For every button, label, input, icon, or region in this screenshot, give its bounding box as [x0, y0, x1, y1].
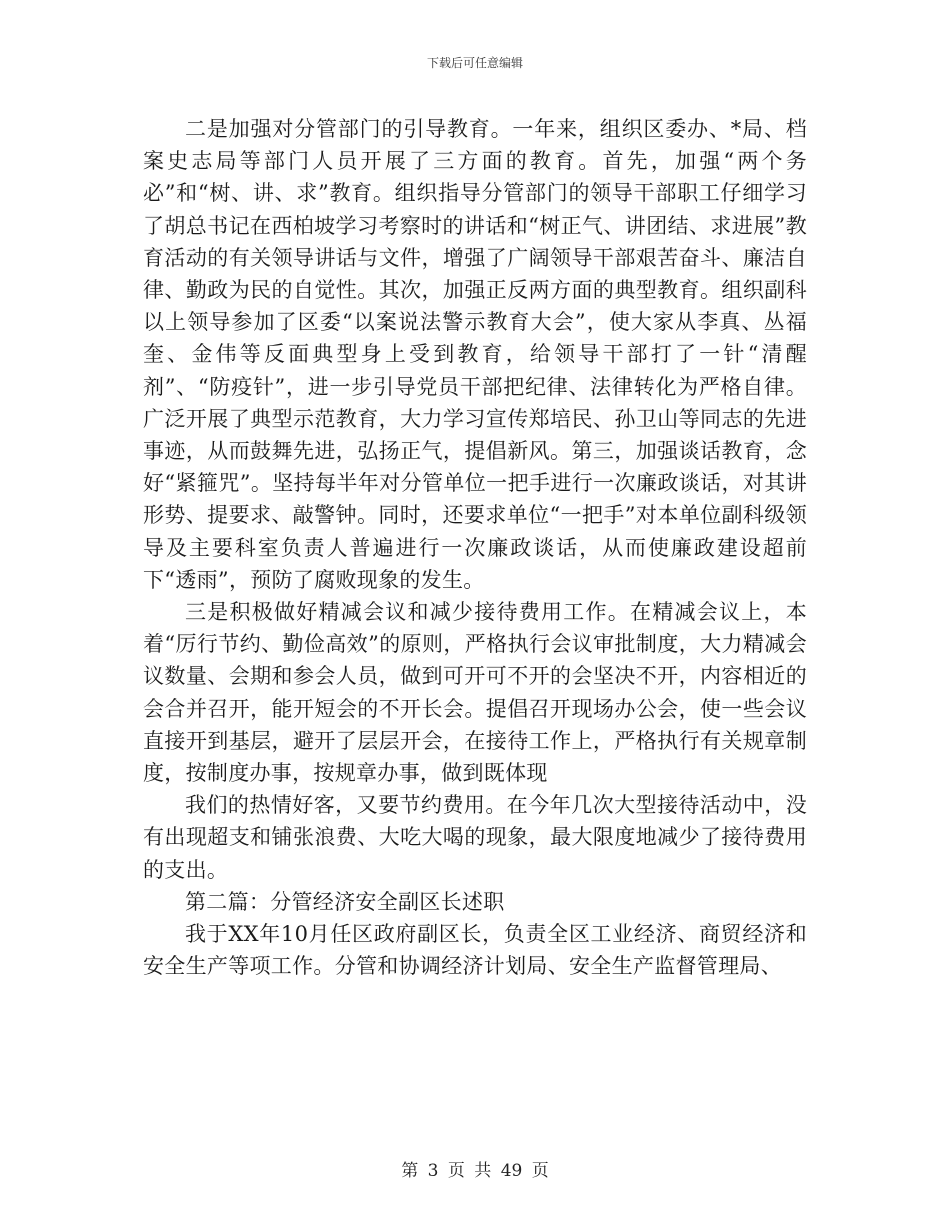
page-number-footer: 第 3 页 共 49 页: [401, 1161, 549, 1181]
page-header-note: 下载后可任意编辑: [426, 56, 523, 70]
paragraph-education: 二是加强对分管部门的引导教育。一年来，组织区委办、*局、档案史志局等部门人员开展了三方面的教育。首先，加强“两个务必”和“树、讲、求”教育。组织指导分管部门的领导干部职工仔细学习了胡总书记在西柏坡学习考察时的讲话和“树正气、讲团结、求进展”教育活动的有关领导讲话与文件，增强了广阔领导干部艰苦奋斗、廉洁自律、勤政为民的自觉性。其次，加强正反两方面的典型教育。组织副科以上领导参加了区委“以案说法警示教育大会”，使大家从李真、丛福奎、金伟等反面典型身上受到教育，给领导干部打了一针“清醒剂”、“防疫针”，进一步引导党员干部把纪律、法律转化为严格自律。广泛开展了典型示范教育，大力学习宣传郑培民、孙卫山等同志的先进事迹，从而鼓舞先进，弘扬正气，提倡新风。第三，加强谈话教育，念好“紧箍咒”。坚持每半年对分管单位一把手进行一次廉政谈话，对其讲形势、提要求、敲警钟。同时，还要求单位“一把手”对本单位副科级领导及主要科室负责人普遍进行一次廉政谈话，从而使廉政建设超前下“透雨”，预防了腐败现象的发生。: [143, 117, 807, 592]
section-heading: 第二篇：分管经济安全副区长述职: [185, 889, 505, 914]
paragraph-meetings-reception: 三是积极做好精减会议和减少接待费用工作。在精减会议上，本着“厉行节约、勤俭高效”的原则，严格执行会议审批制度，大力精减会议数量、会期和参会人员，做到可开可不开的会坚决不开，内容相近的会合并召开，能开短会的不开长会。提倡召开现场办公会，使一些会议直接开到基层，避开了层层开会，在接待工作上，严格执行有关规章制度，按制度办事，按规章办事，做到既体现: [143, 600, 807, 786]
document-body: [143, 113, 807, 982]
paragraph-appointment: 我于XX年10月任区政府副区长，负责全区工业经济、商贸经济和安全生产等项工作。分管和协调经济计划局、安全生产监督管理局、: [143, 922, 807, 979]
paragraph-reception-continued: 我们的热情好客，又要节约费用。在今年几次大型接待活动中，没有出现超支和铺张浪费、大吃大喝的现象，最大限度地减少了接待费用的支出。: [143, 793, 807, 882]
